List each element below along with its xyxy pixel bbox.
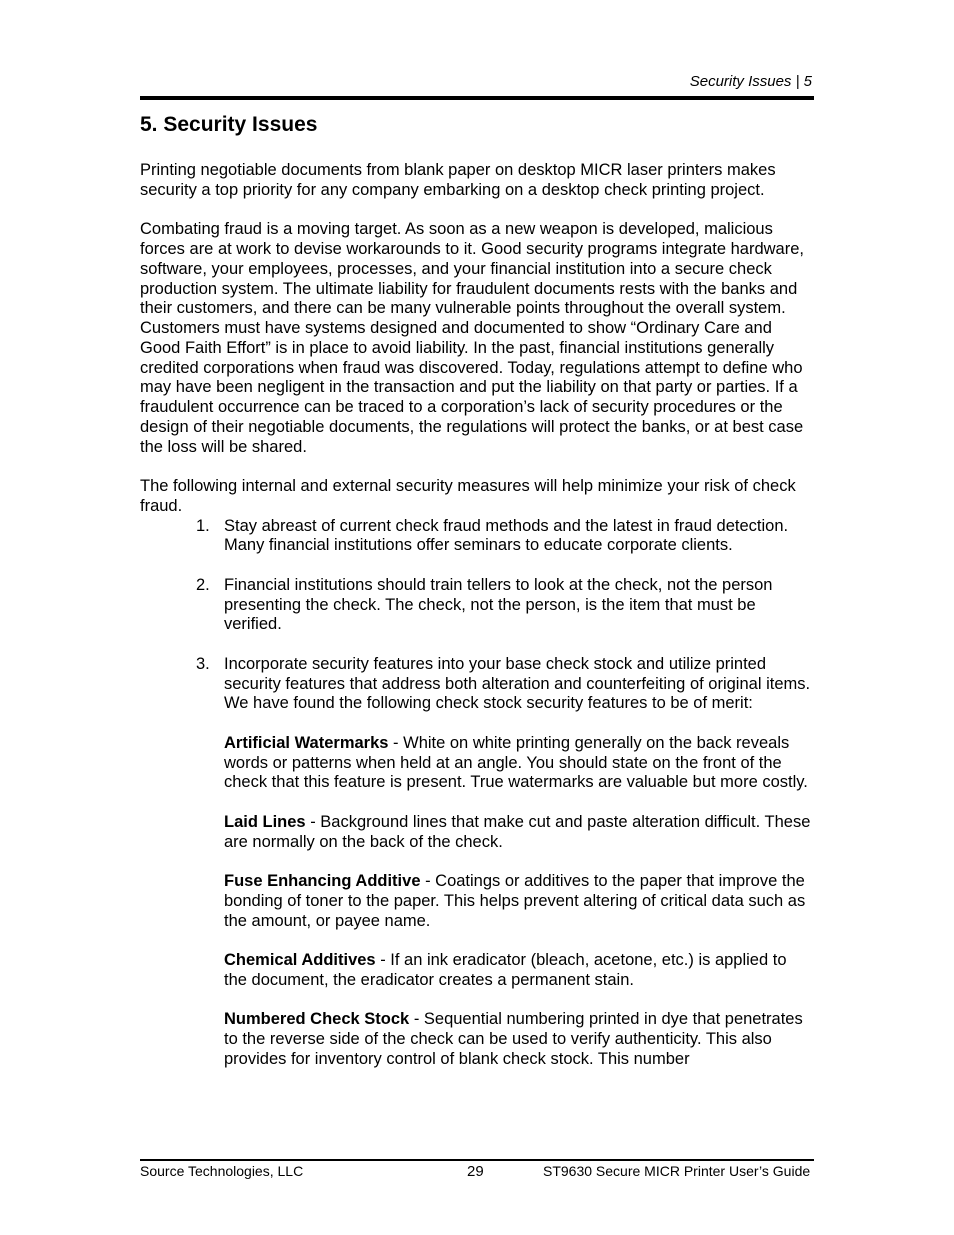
feature-laid-lines [224, 813, 814, 853]
list-item-text: Incorporate security features into your base check stock and utilize printed security features that address both alteration and counterfeiting of original items. We have found the following check stock security features to be of merit: [224, 654, 811, 713]
feature-term: Numbered Check Stock [224, 1010, 410, 1029]
feature-numbered-check-stock [224, 1010, 814, 1069]
feature-term: Laid Lines [224, 812, 306, 831]
security-measures-list [140, 517, 814, 1070]
list-item-number: 3. [196, 654, 210, 673]
list-item-text: Financial institutions should train tellers to look at the check, not the person presenting the check. The check, not the person, is the item that must be verified. [224, 575, 773, 634]
feature-description: - If an ink eradicator (bleach, acetone, etc.) is applied to the document, the eradicator creates a permanent stain. [224, 951, 787, 989]
list-item [140, 655, 814, 1070]
fraud-paragraph: Combating fraud is a moving target. As soon as a new weapon is developed, malicious forces are at work to devise workarounds to it. Good security programs integrate hardware, software, your employees, processes, and your financial institution into a secure check production system. The ultimate liability for fraudulent documents rests with the banks and their customers, and there can be many vulnerable points throughout the overall system. Customers must have systems designed and documented to show “Ordinary Care and Good Faith Effort” is in place to avoid liability. In the past, financial institutions generally credited corporations when fraud was discovered. Today, regulations attempt to define who may have been negligent in the transaction and put the liability on that party or parties. If a fraudulent occurrence can be traced to a corporation’s lack of security procedures or the design of their negotiable documents, the regulations will protect the banks, or at best case the loss will be shared. [140, 220, 804, 456]
intro-paragraph: Printing negotiable documents from blank paper on desktop MICR laser printers makes security a top priority for any company embarking on a desktop check printing project. [140, 161, 776, 199]
feature-description: - White on white printing generally on the back reveals words or patterns when held at an angle. You should state on the front of the check that this feature is present. True watermarks are valuable but more costly. [224, 733, 808, 792]
list-item [140, 576, 814, 635]
list-item-number: 2. [196, 575, 210, 594]
footer-rule [140, 1159, 814, 1161]
page-content [140, 112, 814, 1089]
measures-intro-paragraph: The following internal and external security measures will help minimize your risk of check fraud. [140, 477, 796, 515]
feature-fuse-enhancing-additive [224, 872, 814, 931]
list-item-text: Stay abreast of current check fraud methods and the latest in fraud detection. Many financial institutions offer seminars to educate corporate clients. [224, 516, 789, 555]
feature-term: Chemical Additives [224, 951, 376, 969]
list-item [140, 517, 814, 557]
footer-guide-title: ST9630 Secure MICR Printer User’s Guide [543, 1163, 811, 1179]
footer-page-number: 29 [467, 1163, 484, 1180]
feature-description: - Coatings or additives to the paper that improve the bonding of toner to the paper. This helps prevent altering of critical data such as the amount, or payee name. [224, 872, 806, 930]
feature-chemical-additives [224, 951, 814, 991]
header-rule [140, 96, 814, 100]
list-item-number: 1. [196, 516, 210, 535]
running-header: Security Issues | 5 [689, 73, 812, 90]
feature-term: Fuse Enhancing Additive [224, 872, 421, 890]
footer-company: Source Technologies, LLC [140, 1163, 304, 1179]
feature-term: Artificial Watermarks [224, 733, 389, 752]
feature-description: - Sequential numbering printed in dye that penetrates to the reverse side of the check can be used to verify authenticity. This also provides for inventory control of blank check stock. This number [224, 1010, 803, 1068]
feature-description: - Background lines that make cut and paste alteration difficult. These are normally on the back of the check. [224, 812, 811, 851]
feature-artificial-watermarks [224, 734, 814, 793]
section-title: 5. Security Issues [140, 113, 318, 136]
